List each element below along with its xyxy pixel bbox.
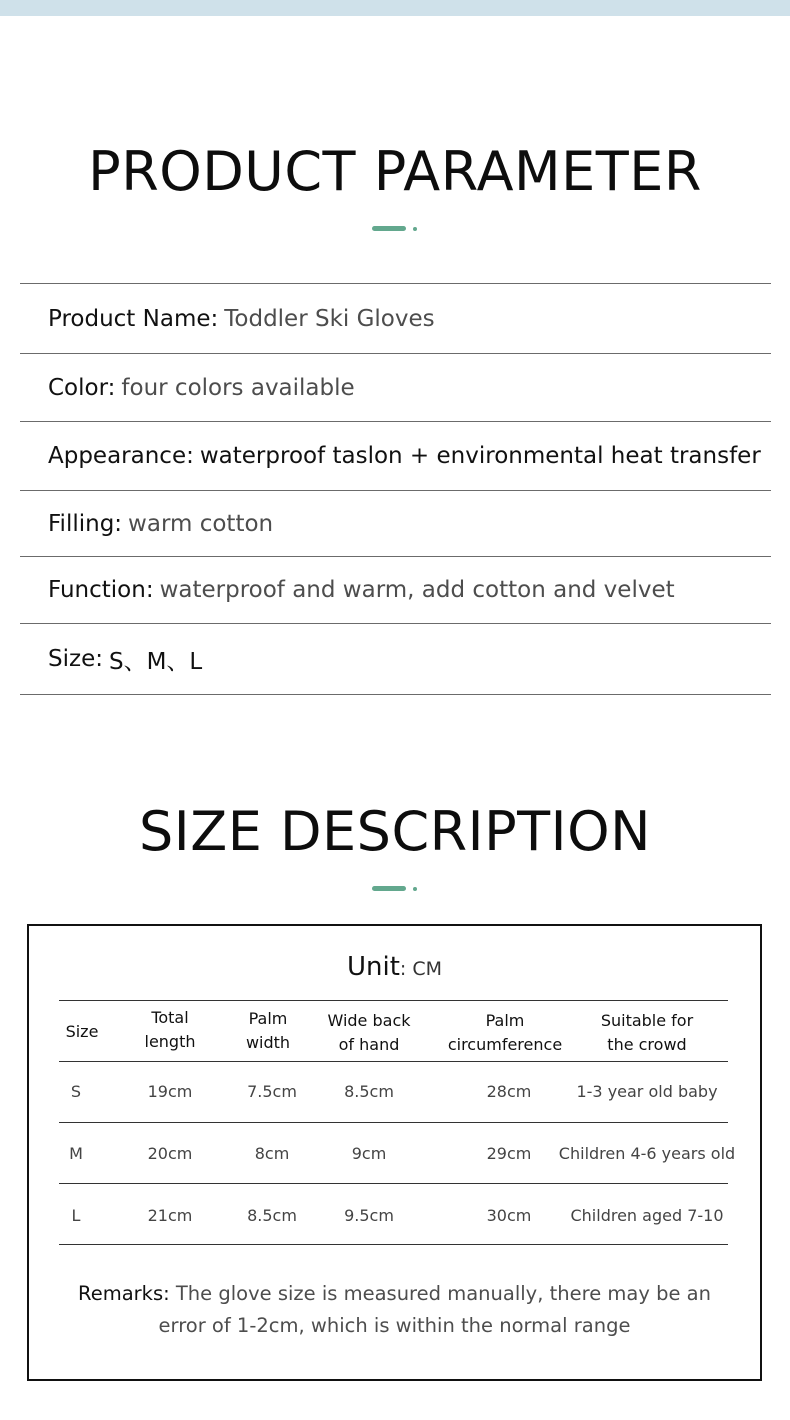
param-row-size: [20, 623, 771, 695]
table-cell: Children aged 7-10: [570, 1206, 724, 1225]
param-row-product-name: [20, 283, 771, 353]
table-rule: [59, 1000, 728, 1001]
table-cell: L: [71, 1206, 81, 1225]
param-row-function: [20, 556, 771, 623]
remarks-text-line-2: error of 1-2cm, which is within the normal range: [158, 1314, 631, 1337]
table-cell: 1-3 year old baby: [576, 1082, 718, 1101]
table-cell: 8cm: [254, 1144, 290, 1163]
remarks-note: [29, 1278, 760, 1342]
param-value: warm cotton: [128, 510, 274, 537]
table-cell: 19cm: [147, 1082, 193, 1101]
section-title-product-parameter: PRODUCT PARAMETER: [88, 140, 702, 203]
param-label: Function:: [48, 577, 154, 603]
table-cell: 30cm: [486, 1206, 532, 1225]
table-rule: [59, 1183, 728, 1184]
table-rule: [59, 1122, 728, 1123]
accent-dash: [372, 886, 406, 891]
accent-dash: [372, 226, 406, 231]
param-row-appearance: [20, 421, 771, 490]
unit-caption: [29, 952, 760, 982]
accent-dot: [413, 887, 417, 891]
param-value: four colors available: [121, 374, 355, 401]
header-wide-back-of-hand: Wide back of hand: [327, 1011, 411, 1054]
param-row-color: [20, 353, 771, 421]
table-cell: 21cm: [147, 1206, 193, 1225]
table-cell: 7.5cm: [247, 1082, 297, 1101]
param-label: Product Name:: [48, 305, 219, 332]
unit-label: Unit: [346, 952, 400, 982]
param-label: Size:: [48, 646, 103, 672]
table-rule: [59, 1061, 728, 1062]
header-palm-circumference: Palm circumference: [447, 1011, 563, 1054]
table-cell: M: [69, 1144, 83, 1163]
table-cell: 8.5cm: [344, 1082, 394, 1101]
param-value: S、M、L: [108, 648, 203, 675]
table-cell: S: [70, 1082, 82, 1101]
table-cell: 29cm: [486, 1144, 532, 1163]
product-parameter-list: [20, 283, 771, 695]
param-label: Color:: [48, 374, 116, 401]
table-cell: 8.5cm: [247, 1206, 297, 1225]
size-chart-box: [27, 924, 762, 1381]
section-title-size-description: SIZE DESCRIPTION: [139, 800, 651, 863]
param-value: waterproof and warm, add cotton and velvet: [159, 577, 675, 603]
table-cell: Children 4-6 years old: [558, 1144, 736, 1163]
top-color-band: [0, 0, 790, 16]
unit-value: : CM: [399, 958, 443, 980]
header-palm-width: Palm width: [245, 1009, 291, 1052]
param-value: waterproof taslon + environmental heat transfer: [199, 443, 761, 469]
accent-dot: [413, 227, 417, 231]
header-suitable-for-the-crowd: Suitable for the crowd: [600, 1011, 694, 1054]
param-label: Filling:: [48, 510, 123, 537]
table-cell: 28cm: [486, 1082, 532, 1101]
param-label: Appearance:: [48, 443, 194, 469]
remarks-text-line-1: The glove size is measured manually, there may be an: [175, 1282, 711, 1305]
remarks-label: Remarks:: [78, 1282, 170, 1305]
table-rule: [59, 1244, 728, 1245]
header-size: Size: [65, 1022, 99, 1041]
header-total-length: Total length: [144, 1008, 196, 1051]
param-value: Toddler Ski Gloves: [224, 305, 435, 332]
param-row-filling: [20, 490, 771, 556]
table-cell: 9cm: [351, 1144, 387, 1163]
table-cell: 20cm: [147, 1144, 193, 1163]
table-cell: 9.5cm: [344, 1206, 394, 1225]
